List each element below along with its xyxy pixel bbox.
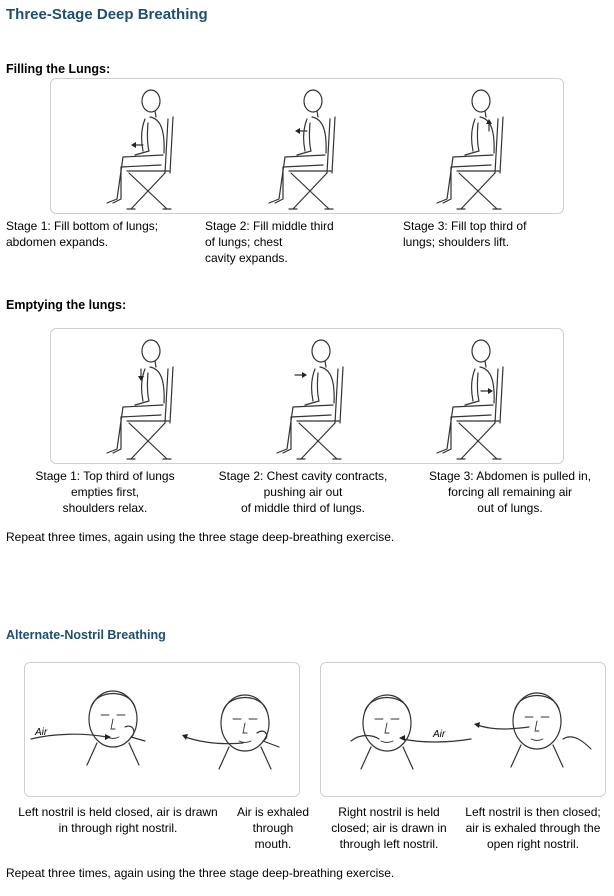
filling-caption-3: Stage 3: Fill top third of lungs; shoulders lift. <box>403 219 527 249</box>
emptying-caption-1: Stage 1: Top third of lungs empties first, shoulders relax. <box>35 469 175 515</box>
repeat-note-2: Repeat three times, again using the three stage deep-breathing exercise. <box>6 866 395 880</box>
alternate-caption-4: Left nostril is then closed; air is exhaled through the open right nostril. <box>465 805 601 851</box>
page-title: Three-Stage Deep Breathing <box>6 6 208 23</box>
alternate-caption-3: Right nostril is held closed; air is drawn in through left nostril. <box>331 805 447 851</box>
air-label-left: Air <box>35 727 48 738</box>
alternate-caption-2: Air is exhaled through mouth. <box>236 805 310 851</box>
emptying-caption-3: Stage 3: Abdomen is pulled in, forcing all remaining air out of lungs. <box>428 469 592 515</box>
alternate-caption-1: Left nostril is held closed, air is drawn in through right nostril. <box>18 805 218 835</box>
emptying-illustrations <box>51 329 563 463</box>
emptying-figure-panel <box>50 328 564 464</box>
emptying-caption-2: Stage 2: Chest cavity contracts, pushing air out of middle third of lungs. <box>218 469 388 515</box>
repeat-note-1: Repeat three times, again using the three stage deep-breathing exercise. <box>6 530 395 544</box>
emptying-heading: Emptying the lungs: <box>6 298 127 312</box>
alternate-panel-left <box>24 662 300 797</box>
filling-heading: Filling the Lungs: <box>6 62 111 76</box>
filling-caption-2: Stage 2: Fill middle third of lungs; chest cavity expands. <box>205 219 334 265</box>
alternate-illustrations-left <box>25 663 299 796</box>
alternate-illustrations-right <box>321 663 605 796</box>
filling-figure-panel <box>50 78 564 214</box>
alternate-panel-right <box>320 662 606 797</box>
alternate-heading: Alternate-Nostril Breathing <box>6 628 166 642</box>
filling-illustrations <box>51 79 563 213</box>
air-label-right: Air <box>433 729 446 740</box>
filling-caption-1: Stage 1: Fill bottom of lungs; abdomen expands. <box>6 219 159 249</box>
